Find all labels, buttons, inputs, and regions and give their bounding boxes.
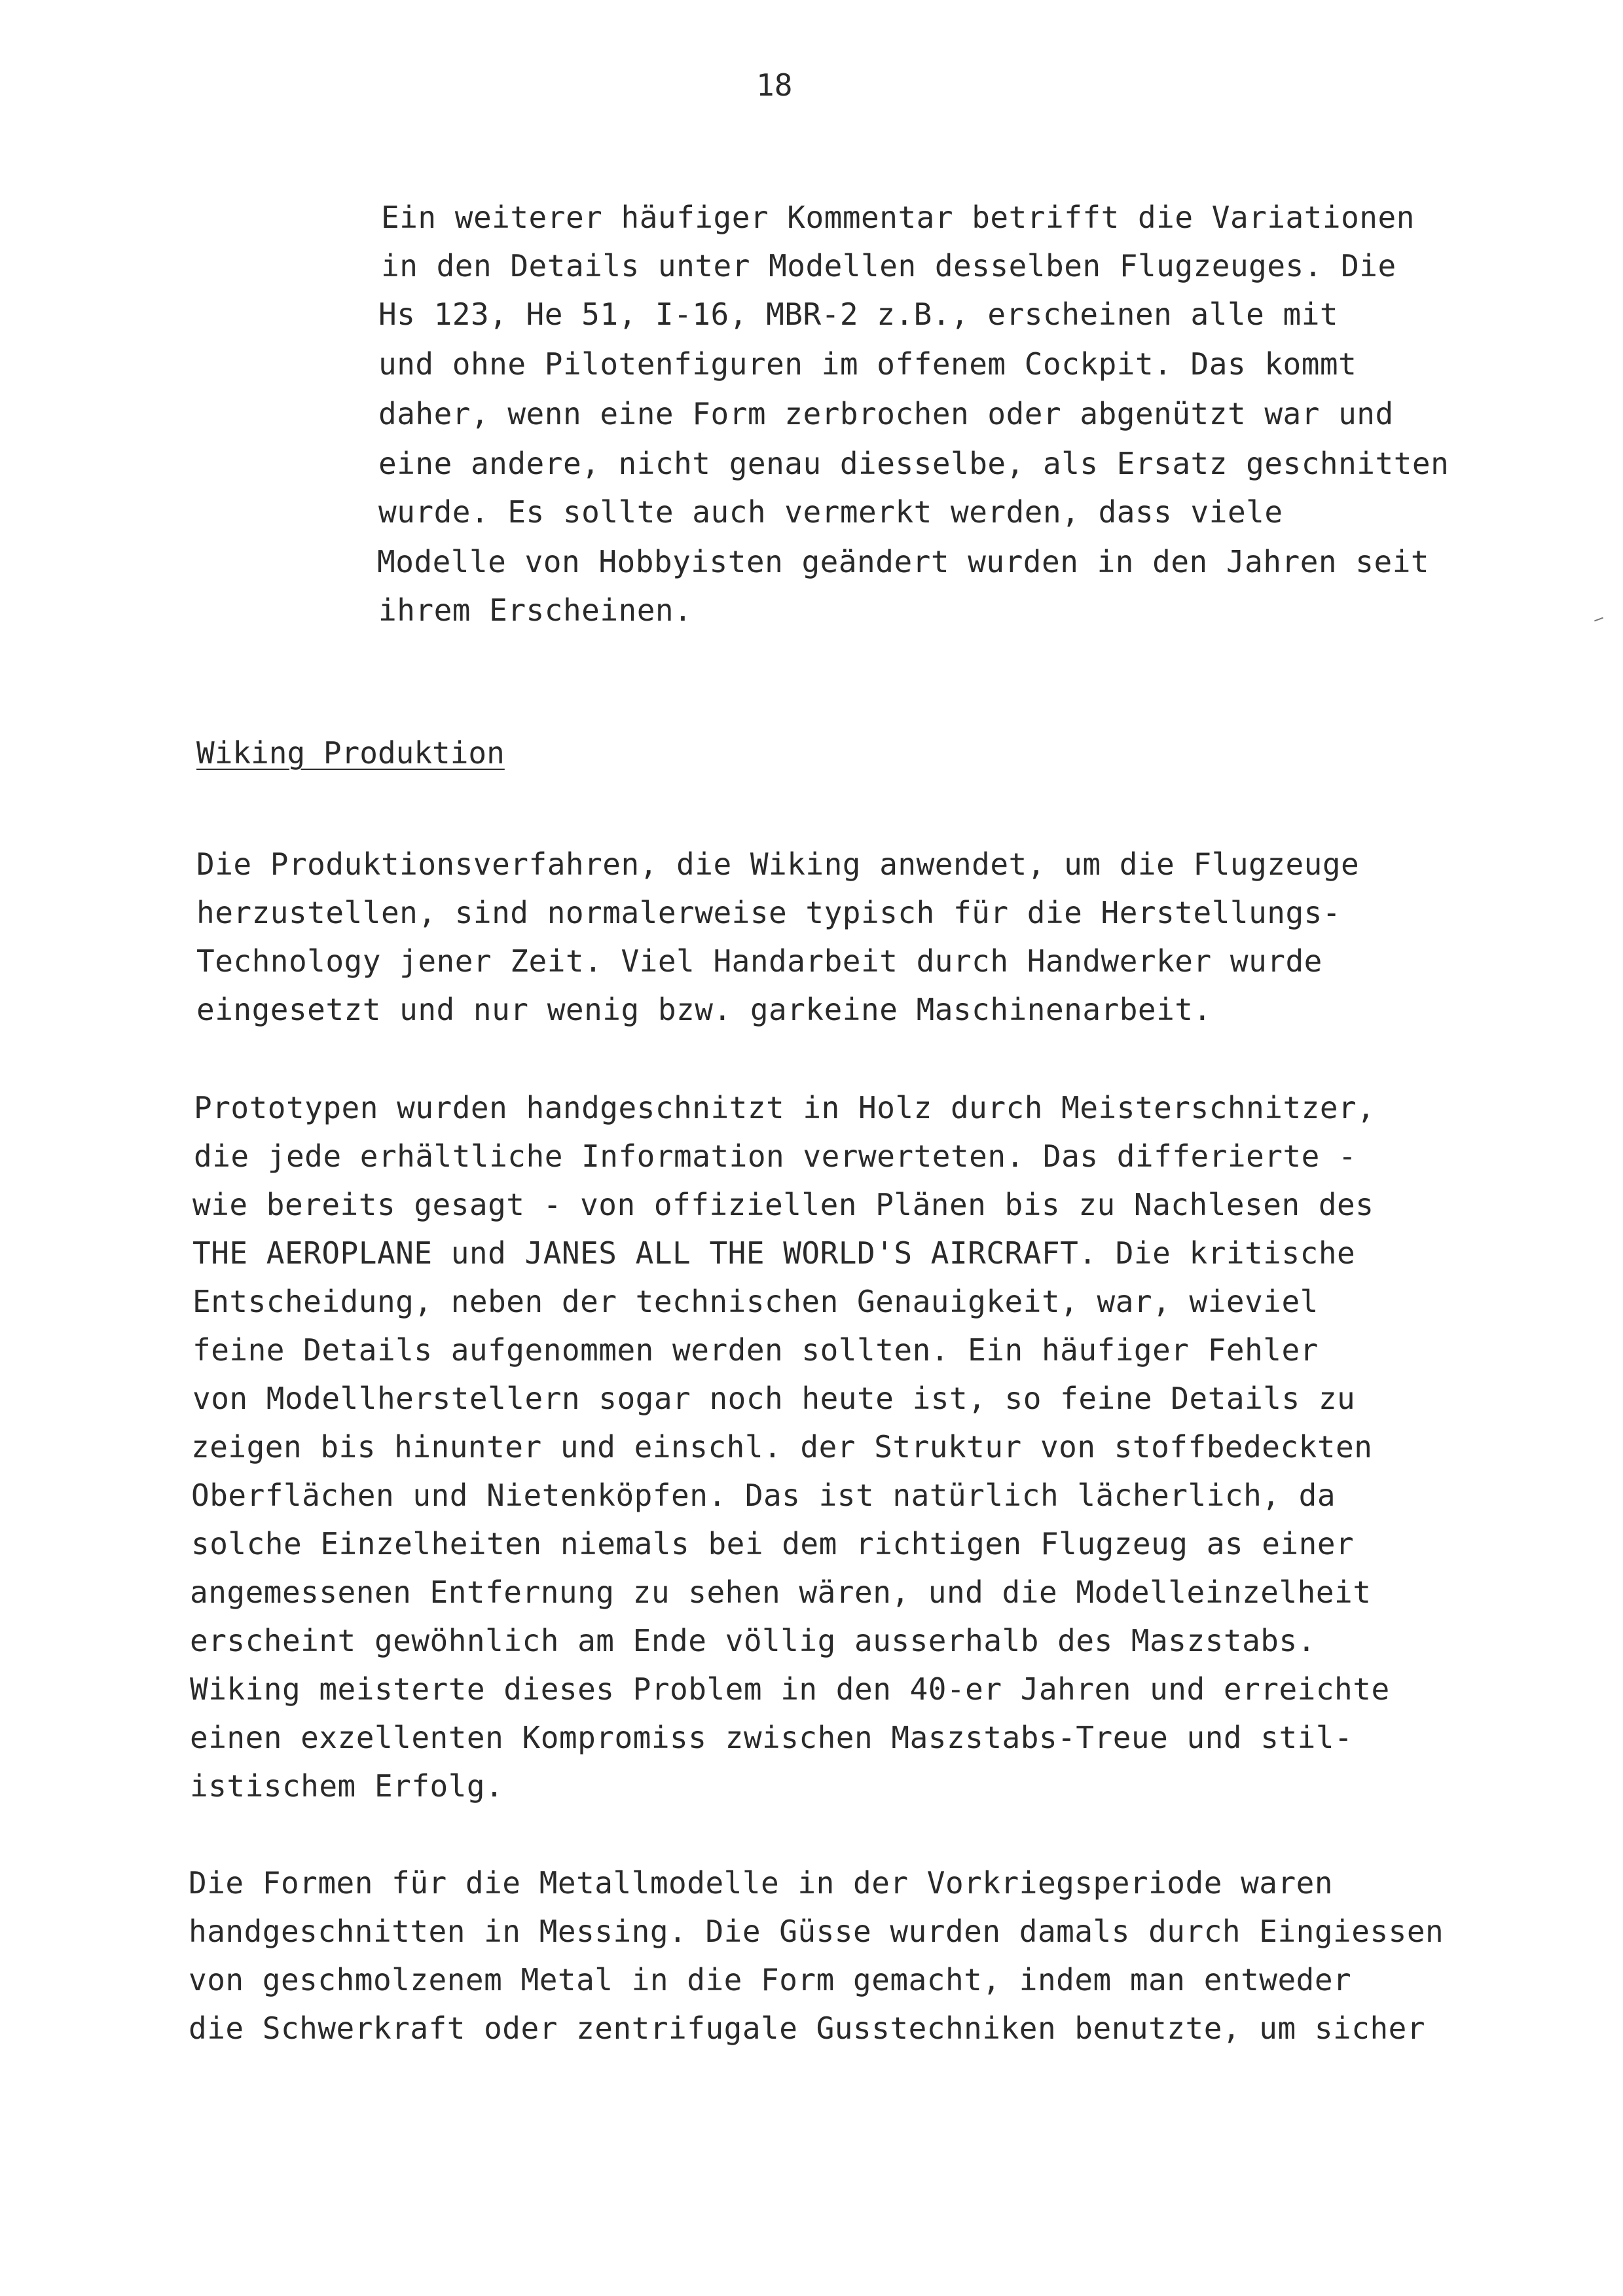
section-heading: Wiking Produktion (196, 735, 505, 771)
page-number: 18 (756, 67, 793, 103)
text-line: angemessenen Entfernung zu sehen wären, und die Modelleinzelheit (190, 1575, 1372, 1610)
text-line: einen exzellenten Kompromiss zwischen Maszstabs-Treue und stil- (190, 1720, 1353, 1755)
text-line: die jede erhältliche Information verwerteten. Das differierte - (194, 1139, 1357, 1174)
text-line: von geschmolzenem Metal in die Form gemacht, indem man entweder (189, 1962, 1352, 1997)
margin-mark (1594, 617, 1603, 622)
text-line: wie bereits gesagt - von offiziellen Plänen bis zu Nachlesen des (192, 1187, 1374, 1222)
text-line: solche Einzelheiten niemals bei dem richtigen Flugzeug as einer (191, 1526, 1355, 1561)
text-line: Modelle von Hobbyisten geändert wurden in den Jahren seit (377, 544, 1430, 579)
text-line: Technology jener Zeit. Viel Handarbeit durch Handwerker wurde (196, 943, 1322, 979)
text-line: eine andere, nicht genau diesselbe, als Ersatz geschnitten (378, 446, 1450, 481)
text-line: herzustellen, sind normalerweise typisch für die Herstellungs- (196, 895, 1341, 930)
text-line: eingesetzt und nur wenig bzw. garkeine Maschinenarbeit. (196, 992, 1212, 1027)
text-line: in den Details unter Modellen desselben Flugzeuges. Die (381, 248, 1396, 283)
text-line: die Schwerkraft oder zentrifugale Gusstechniken benutzte, um sicher (189, 2011, 1426, 2046)
text-line: und ohne Pilotenfiguren im offenem Cockpit. Das kommt (378, 346, 1357, 382)
text-line: Oberflächen und Nietenköpfen. Das ist natürlich lächerlich, da (191, 1478, 1336, 1513)
text-line: Die Produktionsverfahren, die Wiking anwendet, um die Flugzeuge (196, 847, 1360, 882)
text-line: Prototypen wurden handgeschnitzt in Holz durch Meisterschnitzer, (194, 1090, 1376, 1125)
text-line: THE AEROPLANE und JANES ALL THE WORLD'S AIRCRAFT. Die kritische (192, 1235, 1356, 1271)
text-line: ihrem Erscheinen. (378, 592, 693, 628)
text-line: Hs 123, He 51, I-16, MBR-2 z.B., erscheinen alle mit (378, 297, 1339, 332)
text-line: feine Details aufgenommen werden sollten. Ein häufiger Fehler (192, 1332, 1319, 1368)
text-line: Entscheidung, neben der technischen Genauigkeit, war, wieviel (192, 1284, 1319, 1319)
text-line: daher, wenn eine Form zerbrochen oder abgenützt war und (378, 396, 1394, 431)
text-line: istischem Erfolg. (190, 1768, 504, 1804)
text-line: Wiking meisterte dieses Problem in den 40-er Jahren und erreichte (190, 1671, 1390, 1707)
text-line: erscheint gewöhnlich am Ende völlig ausserhalb des Maszstabs. (190, 1623, 1316, 1658)
text-line: handgeschnitten in Messing. Die Güsse wurden damals durch Eingiessen (189, 1914, 1444, 1949)
text-line: Die Formen für die Metallmodelle in der Vorkriegsperiode waren (189, 1865, 1334, 1901)
text-line: zeigen bis hinunter und einschl. der Struktur von stoffbedeckten (191, 1429, 1373, 1465)
text-line: Ein weiterer häufiger Kommentar betrifft die Variationen (381, 200, 1415, 235)
text-line: wurde. Es sollte auch vermerkt werden, dass viele (378, 494, 1283, 530)
text-line: von Modellherstellern sogar noch heute ist, so feine Details zu (192, 1381, 1356, 1416)
